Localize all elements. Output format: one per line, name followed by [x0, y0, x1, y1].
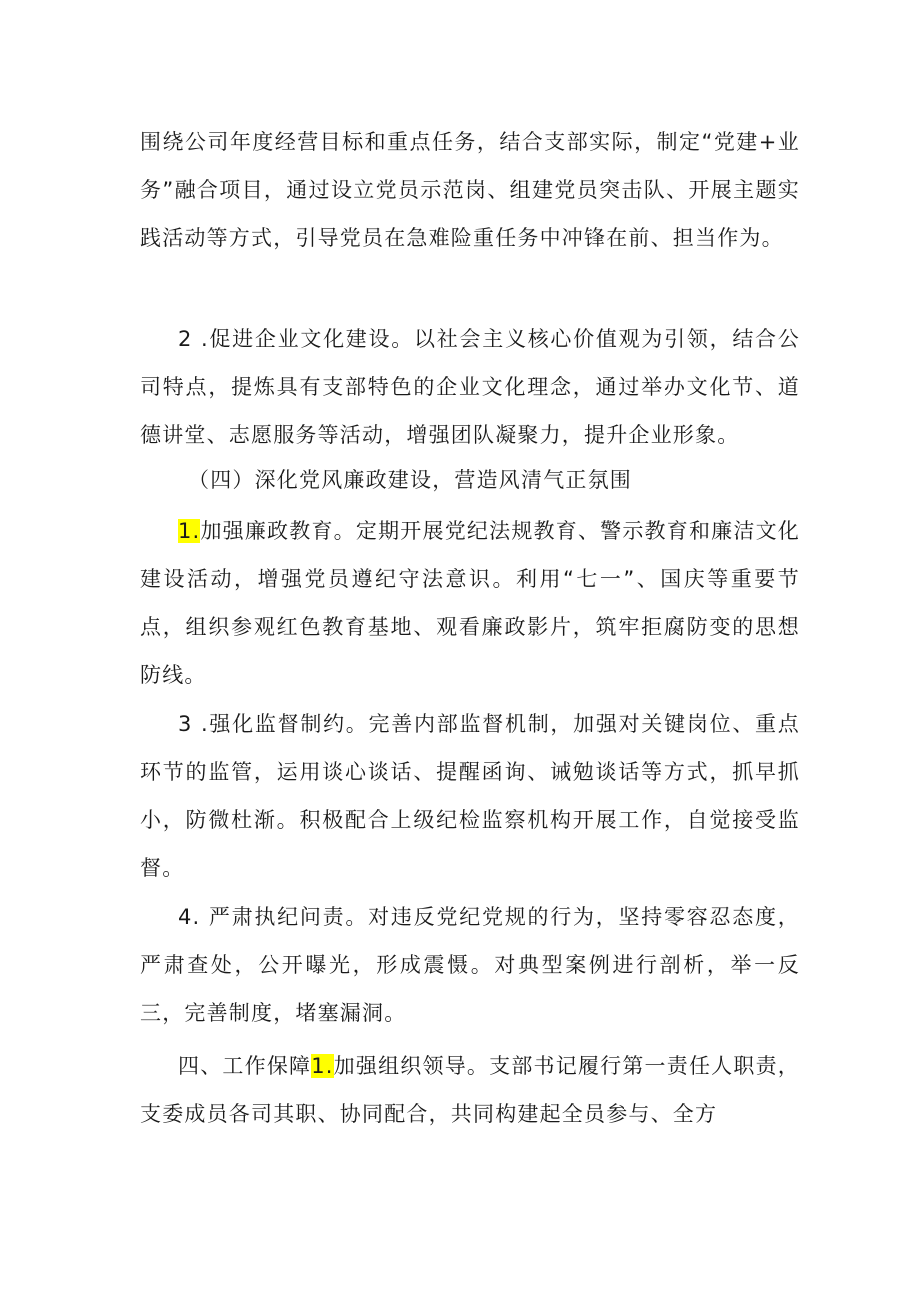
paragraph-guarantee — [140, 1042, 800, 1138]
paragraph-education-text: 加强廉政教育。定期开展党纪法规教育、警示教育和廉洁文化建设活动，增强党员遵纪守法意识。利用“七一”、国庆等重要节点，组织参观红色教育基地、观看廉政影片，筑牢拒腐防变的思想防线。 — [140, 519, 800, 687]
paragraph-guarantee-text: 加强组织领导。支部书记履行第一责任人职责，支委成员各司其职、协同配合，共同构建起全员参与、全方 — [140, 1054, 800, 1126]
highlighted-number: 1. — [178, 519, 201, 543]
paragraph-discipline: 4. 严肃执纪问责。对违反党纪党规的行为，坚持零容忍态度，严肃查处，公开曝光，形成震慑。对典型案例进行剖析，举一反三，完善制度，堵塞漏洞。 — [140, 905, 800, 1025]
section-heading-4: （四）深化党风廉政建设，营造风清气正氛围 — [188, 468, 632, 492]
paragraph-supervision: 3 .强化监督制约。完善内部监督机制，加强对关键岗位、重点环节的监管，运用谈心谈话、提醒函询、诫勉谈话等方式，抓早抓小，防微杜渐。积极配合上级纪检监察机构开展工作，自觉接受监督。 — [140, 712, 800, 880]
paragraph-culture: 2 .促进企业文化建设。以社会主义核心价值观为引领，结合公司特点，提炼具有支部特色的企业文化理念，通过举办文化节、道德讲堂、志愿服务等活动，增强团队凝聚力，提升企业形象。 — [140, 327, 800, 447]
highlighted-number: 1. — [311, 1054, 334, 1078]
paragraph-education — [140, 507, 800, 699]
guarantee-prefix: 四、工作保障 — [178, 1054, 312, 1078]
paragraph-continuation: 围绕公司年度经营目标和重点任务，结合支部实际，制定“党建+业务”融合项目，通过设立党员示范岗、组建党员突击队、开展主题实践活动等方式，引导党员在急难险重任务中冲锋在前、担当作为。 — [140, 130, 800, 250]
